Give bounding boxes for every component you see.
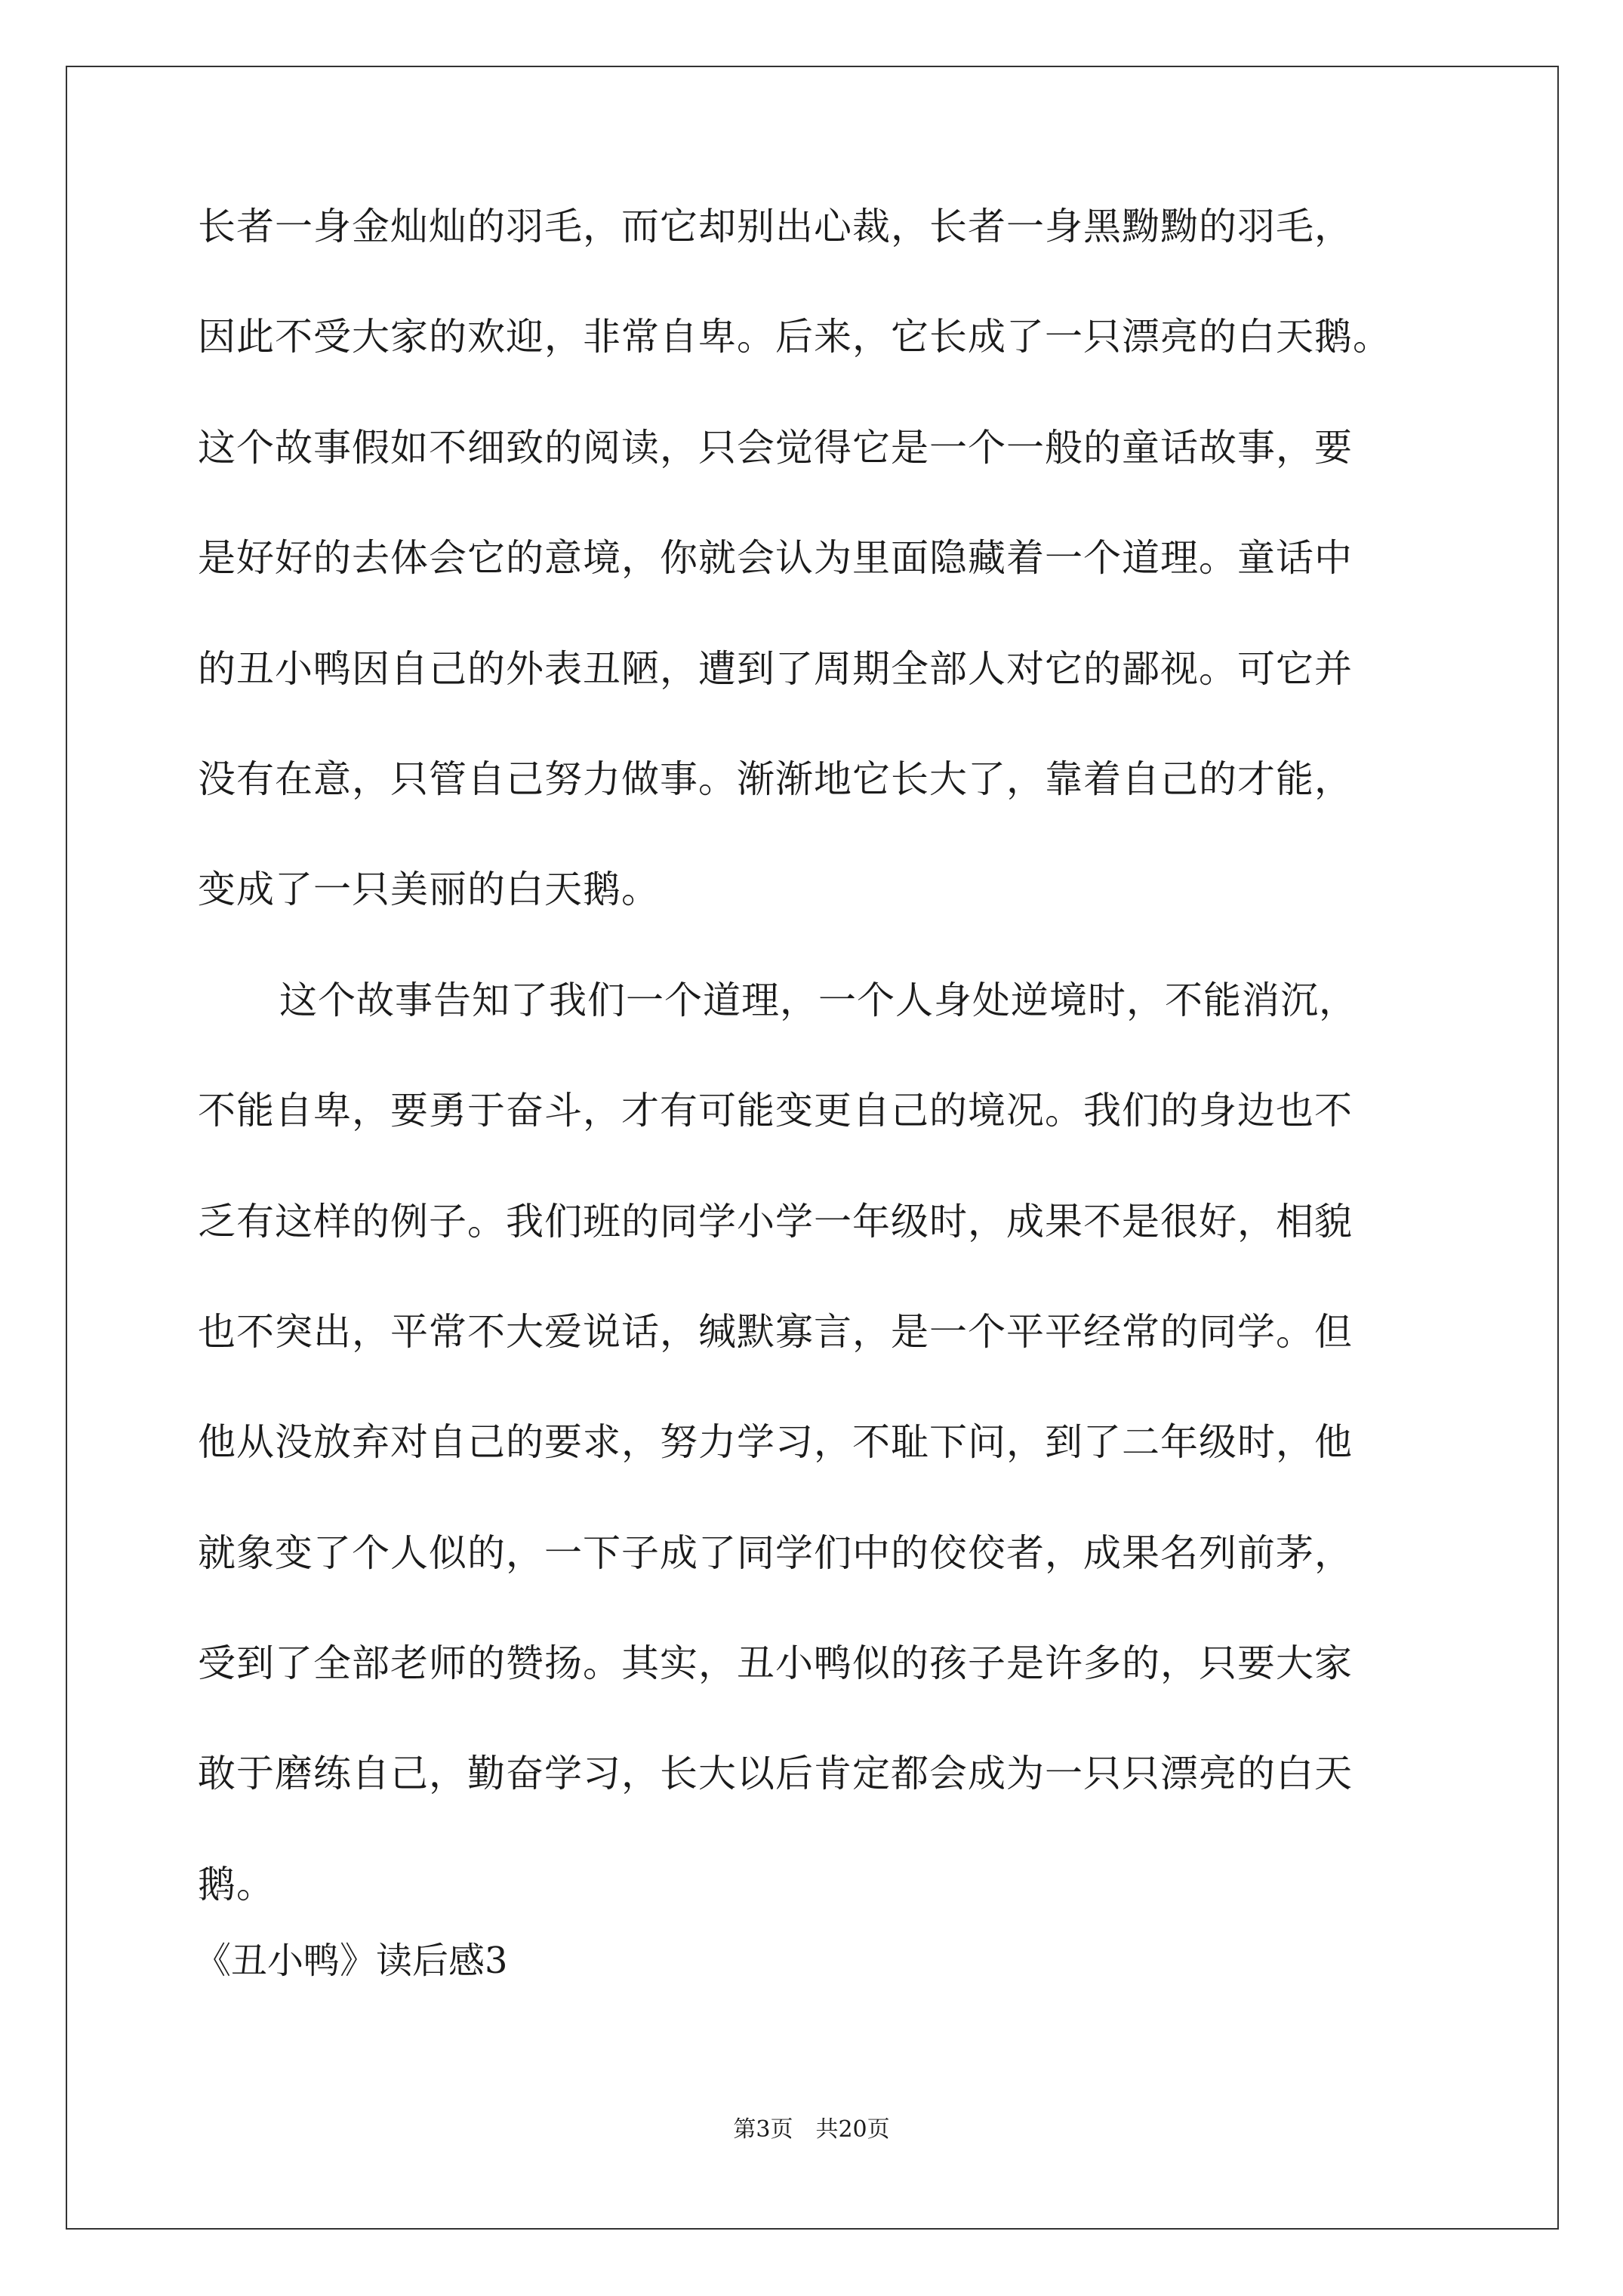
body-text — [198, 205, 1436, 1976]
text-line: 变成了一只美丽的白天鹅。 — [198, 868, 660, 912]
text-line: 因此不受大家的欢迎，非常自卑。后来，它长成了一只漂亮的白天鹅。 — [198, 315, 1391, 359]
text-line: 长者一身金灿灿的羽毛，而它却别出心裁，长者一身黑黝黝的羽毛， — [198, 205, 1353, 248]
section-heading: 《丑小鸭》读后感3 — [195, 1940, 508, 1982]
text-line: 乏有这样的例子。我们班的同学小学一年级时，成果不是很好，相貌 — [198, 1199, 1353, 1244]
text-line: 也不突出，平常不大爱说话，缄默寡言，是一个平平经常的同学。但 — [198, 1309, 1353, 1354]
text-line: 鹅。 — [198, 1862, 275, 1906]
text-line: 没有在意，只管自己努力做事。渐渐地它长大了，靠着自己的才能， — [198, 757, 1353, 801]
text-line: 敢于磨练自己，勤奋学习，长大以后肯定都会成为一只只漂亮的白天 — [198, 1752, 1353, 1796]
text-line: 受到了全部老师的赞扬。其实，丑小鸭似的孩子是许多的，只要大家 — [198, 1641, 1353, 1686]
text-line: 这个故事假如不细致的阅读，只会觉得它是一个一般的童话故事，要 — [198, 425, 1353, 470]
text-line: 就象变了个人似的，一下子成了同学们中的佼佼者，成果名列前茅， — [198, 1530, 1353, 1575]
text-line: 他从没放弃对自己的要求，努力学习，不耻下问，到了二年级时，他 — [198, 1420, 1353, 1465]
text-line: 不能自卑，要勇于奋斗，才有可能变更自己的境况。我们的身边也不 — [198, 1089, 1353, 1133]
text-line: 的丑小鸭因自己的外表丑陋，遭到了周期全部人对它的鄙视。可它并 — [198, 646, 1353, 691]
page-footer: 第3页 共20页 — [733, 2116, 890, 2143]
paragraph-first-line: 这个故事告知了我们一个道理，一个人身处逆境时，不能消沉， — [279, 978, 1357, 1022]
text-line: 是好好的去体会它的意境，你就会认为里面隐藏着一个道理。童话中 — [198, 536, 1353, 581]
